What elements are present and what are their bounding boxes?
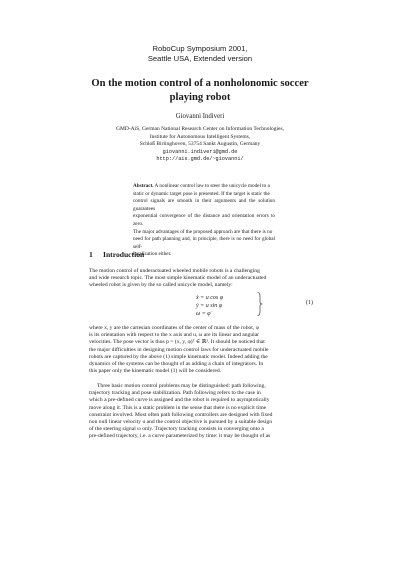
title-line-1: On the motion control of a nonholonomic soccer [91,78,309,89]
body-line: robots are captured by the above (1) simple kinematic model. Indeed adding the [89,353,268,360]
body-line: where x, y are the cartesian coordinates of the center of mass of the robot, φ [89,325,259,331]
body-line: pre-defined trajectory, i.e. a curve parameterized by time: it may be thought of as [89,433,271,440]
abstract-line: localization either. [133,251,172,258]
section-heading [89,250,144,259]
author-url: http://ais.gmd.de/~giovanni/ [156,156,244,163]
conference-line-1: RoboCup Symposium 2001, [152,44,248,53]
paragraph-1 [89,268,315,290]
body-line: The motion control of underactuated wheeled mobile robots is a challenging [89,268,260,274]
body-line: Three basic motion control problems may be distinguished: path following, [97,383,266,389]
body-line: and wide research topic. The most simple kinematic model of an underactuated [89,275,267,282]
body-line: move along it. This is a static problem in the sense that there is no explicit time [89,404,267,411]
body-line: this paper only the kinematic model (1) will be considered. [89,368,222,375]
conference-line-2: Seattle USA, Extended version [147,53,253,63]
body-line: dynamics of the systems can be thought of as adding a chain of integrators. In [89,361,264,368]
section-title: Introduction [103,250,145,259]
paper-title [60,77,340,105]
abstract-line: need for path planning and, in principle, there is no need for global self- [133,236,275,250]
body-line: velocities. The pose vector is thus p = (x, y, φ)ᵀ ∈ ℝ³. It should be noticed that [89,339,265,346]
affiliation-line-3: Schloß Birlinghoven, 53754 Sankt Augustin, Germany [139,141,261,148]
affiliation-line-2: Institute for Autonomous Intelligent Systems, [149,133,251,140]
body-line: wheeled robot is given by the so called unicycle model, namely: [89,282,233,289]
abstract [133,183,275,259]
author-email: giovanni.indiveri@gmd.de [162,148,238,155]
equation-line-1: ẋ = u cos φ [196,295,224,301]
equation-number: (1) [306,300,313,306]
equation-line-3: ω = φ̇ [196,311,211,317]
body-line: which a pre-defined curve is assigned and the robot is required to asymptotically [89,397,270,404]
body-line: non null linear velocity u and the control objective is pursued by a suitable design [89,419,272,426]
body-line: the major difficulties in designing motion control laws for underactuated mobile [89,346,269,353]
abstract-line: control signals are smooth in their arguments and the solution guarantees [133,198,275,212]
equation-brace [257,292,263,316]
title-line-2: playing robot [169,92,231,103]
author-affiliation [0,126,400,164]
section-number: 1 [89,250,93,259]
abstract-line: The major advantages of the proposed approach are that there is no [133,228,273,235]
abstract-label: Abstract. [133,183,154,189]
abstract-line: static or dynamic target pose is presented. If the target is static the [133,190,270,197]
author-name: Giovanni Indiveri [175,113,225,120]
affiliation-line-1: GMD-AiS, German National Research Center on Information Technologies, [116,126,284,132]
equation-1 [196,294,223,318]
abstract-line: exponential convergence of the distance and orientation errors to zero. [133,213,275,227]
abstract-line: A nonlinear control law to steer the unicycle model to a [153,183,270,189]
body-line: of the steering signal ω only. Trajectory tracking consists in converging onto a [89,426,264,433]
body-line: trajectory tracking and pose stabilization. Path following refers to the case in [89,390,261,397]
conference-header [0,44,400,63]
paragraph-2 [89,325,315,375]
equation-line-2: ẏ = u sin φ [196,303,223,309]
body-line: is its orientation with respect to the x axis and u, ω are its linear and angular [89,332,260,339]
paragraph-3 [89,383,315,441]
body-line: constraint involved. Most often path following controllers are designed with fixed [89,411,273,418]
